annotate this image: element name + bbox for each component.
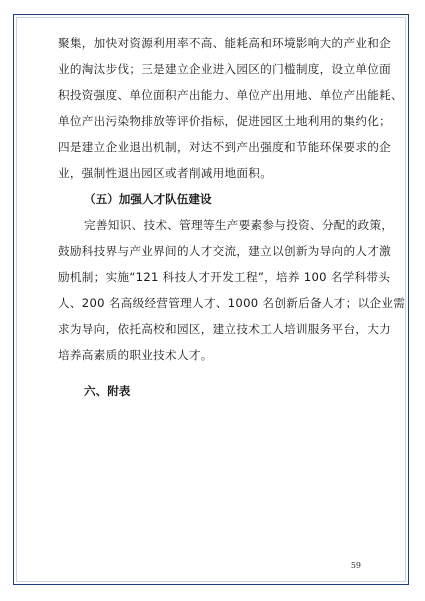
- section-heading: 六、附表: [84, 384, 131, 398]
- subsection-heading: （五）加强人才队伍建设: [84, 192, 212, 206]
- paragraph-line: 单位产出污染物排放等评价指标，促进园区土地利用的集约化；: [58, 114, 392, 128]
- paragraph-line: 积投资强度、单位面积产出能力、单位产出用地、单位产出能耗、: [58, 88, 403, 102]
- paragraph-line: 四是建立企业退出机制，对达不到产出强度和节能环保要求的企: [58, 140, 392, 154]
- paragraph-line: 鼓励科技界与产业界间的人才交流，建立以创新为导向的人才激: [58, 244, 392, 258]
- paragraph-line: 培养高素质的职业技术人才。: [58, 348, 213, 362]
- paragraph-line: 业的淘汰步伐；三是建立企业进入园区的门槛制度，设立单位面: [58, 62, 392, 76]
- paragraph-line: 励机制；实施“121 科技人才开发工程”，培养 100 名学科带头: [58, 270, 391, 284]
- page-number: 59: [350, 561, 361, 570]
- paragraph-line: 业，强制性退出园区或者削减用地面积。: [58, 166, 273, 180]
- paragraph-line: 人、200 名高级经营管理人才、1000 名创新后备人才；以企业需: [58, 296, 406, 310]
- paragraph-2: [58, 212, 406, 368]
- paragraph-line: 聚集，加快对资源利用率不高、能耗高和环境影响大的产业和企: [58, 36, 392, 50]
- document-body: [58, 30, 406, 404]
- paragraph-line: 求为导向，依托高校和园区，建立技术工人培训服务平台，大力: [58, 322, 392, 336]
- paragraph-1: [58, 30, 403, 186]
- paragraph-line: 完善知识、技术、管理等生产要素参与投资、分配的政策，: [84, 218, 394, 232]
